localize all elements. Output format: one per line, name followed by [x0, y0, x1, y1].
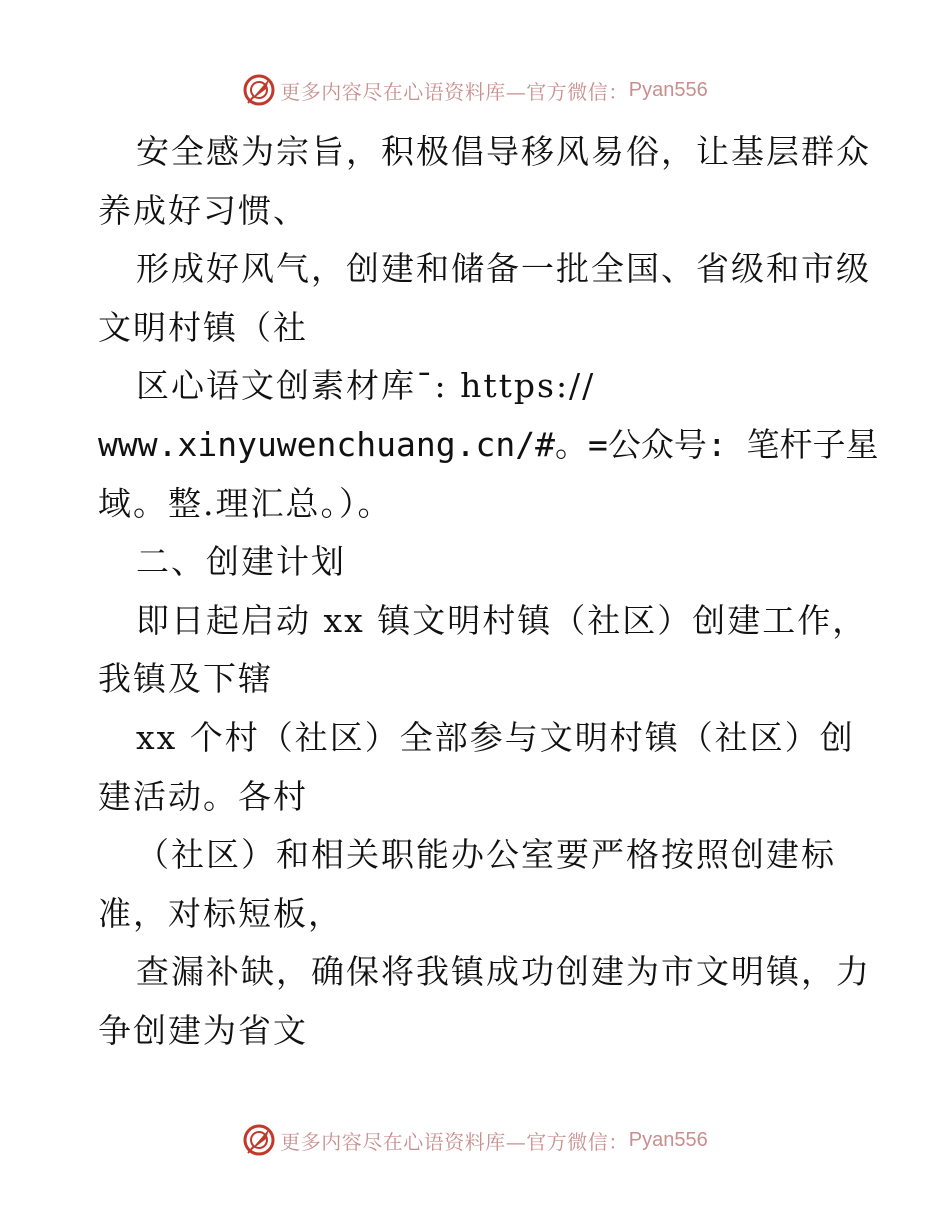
- quill-logo-icon: [242, 73, 276, 107]
- text-line: 养成好习惯、: [98, 190, 308, 230]
- text-line: 建活动。各村: [98, 776, 308, 816]
- text-line: 查漏补缺，确保将我镇成功创建为市文明镇，力: [136, 952, 871, 992]
- text-line: 我镇及下辖: [98, 659, 273, 699]
- header-banner-text: 更多内容尽在心语资料库—官方微信：: [280, 79, 629, 104]
- text-line: 即日起启动 xx 镇文明村镇（社区）创建工作，: [136, 600, 868, 640]
- text-line: 域。整.理汇总。）。: [98, 483, 393, 523]
- footer-banner-text: 更多内容尽在心语资料库—官方微信：: [280, 1129, 629, 1154]
- text-line: www.xinyuwenchuang.cn/#。=公众号: 笔杆子星: [98, 424, 879, 464]
- document-body: [98, 123, 879, 1061]
- text-line: 安全感为宗旨，积极倡导移风易俗，让基层群众: [136, 132, 871, 171]
- text-line: 争创建为省文: [98, 1010, 308, 1050]
- header-banner: [0, 70, 950, 110]
- text-line: （社区）和相关职能办公室要严格按照创建标: [136, 835, 836, 875]
- footer-banner: [0, 1120, 950, 1160]
- text-line: 文明村镇（社: [98, 307, 308, 347]
- quill-logo-icon: [242, 1123, 276, 1157]
- footer-banner-id: Pyan556: [628, 1128, 708, 1151]
- section-heading: 二、创建计划: [136, 542, 346, 582]
- text-line: 准，对标短板，: [98, 893, 343, 933]
- header-banner-id: Pyan556: [628, 78, 708, 101]
- text-line: 形成好风气，创建和储备一批全国、省级和市级: [136, 249, 871, 289]
- text-line: xx 个村（社区）全部参与文明村镇（社区）创: [136, 717, 855, 757]
- text-line: 区心语文创素材库¯: https://: [136, 366, 596, 406]
